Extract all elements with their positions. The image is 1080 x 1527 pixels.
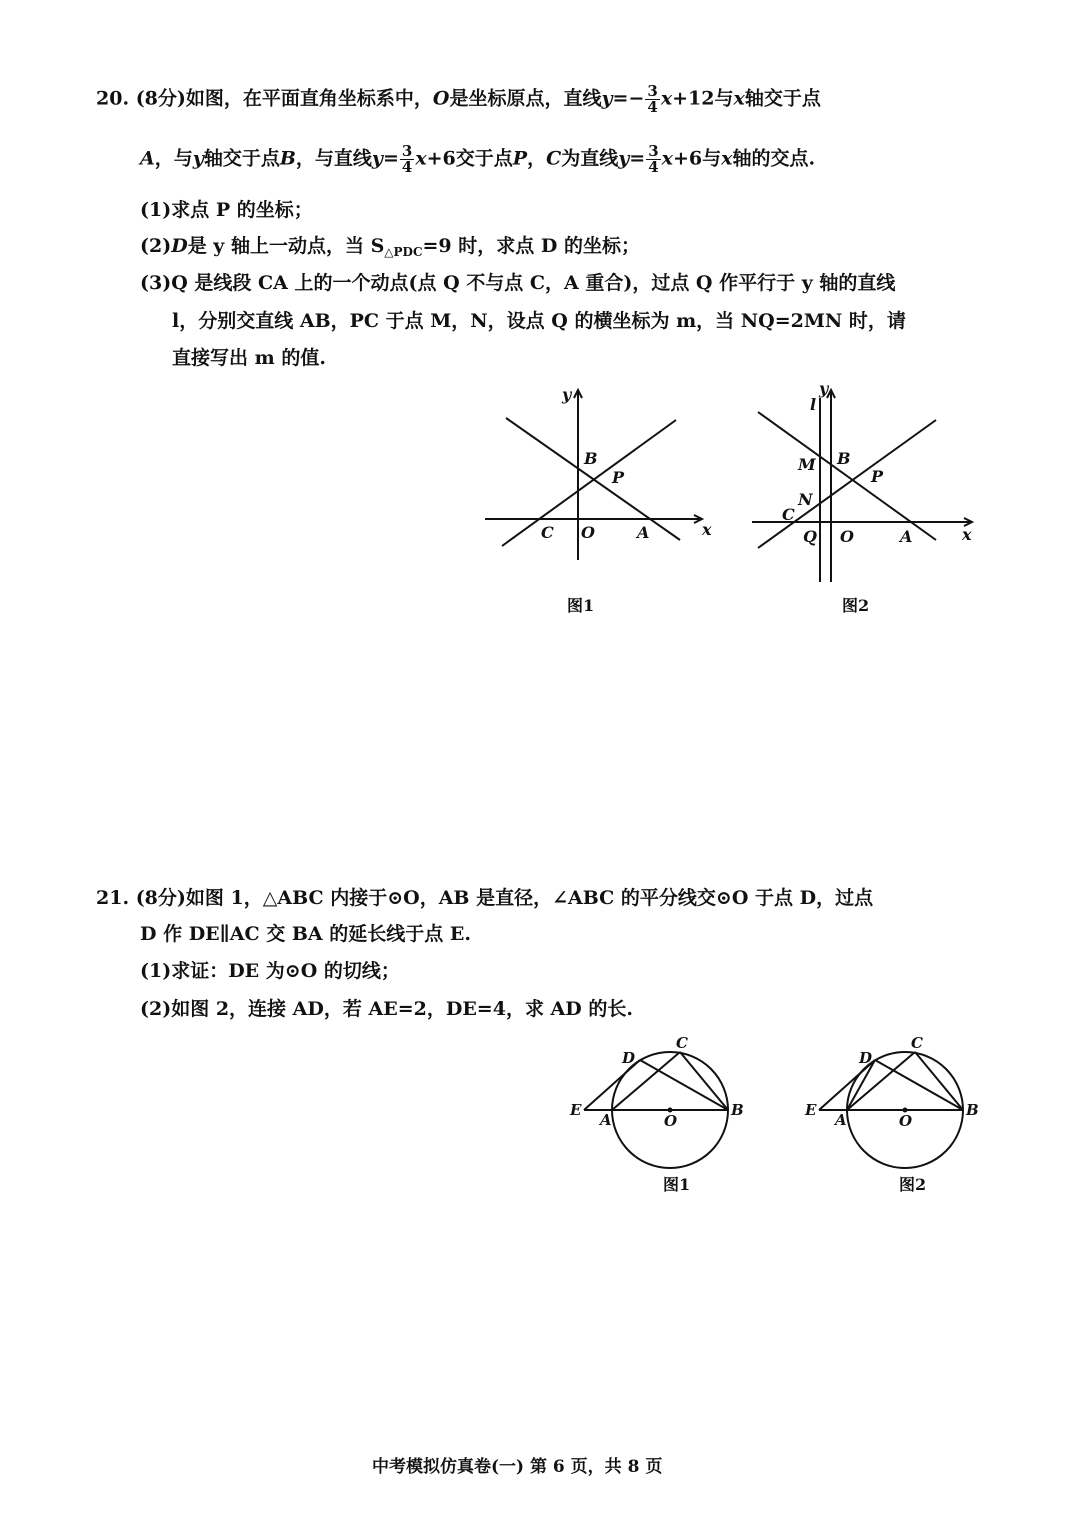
label-x: x — [702, 520, 712, 539]
var-x: x — [660, 87, 673, 110]
q20-figure-1 — [480, 380, 720, 570]
q21-sub1: (1)求证：DE 为⊙O 的切线； — [140, 960, 400, 982]
label-P: P — [612, 468, 625, 487]
label-A: A — [600, 1111, 612, 1129]
fraction — [646, 144, 660, 175]
var-P: P — [512, 147, 528, 170]
frac-den: 4 — [647, 98, 658, 116]
var-y: y — [601, 87, 613, 110]
label-O: O — [664, 1112, 678, 1130]
frac-num: 3 — [648, 142, 659, 160]
q20-text: 交于点 — [455, 147, 513, 170]
label-B: B — [966, 1101, 979, 1119]
label-B: B — [837, 449, 851, 468]
label-E: E — [805, 1101, 817, 1119]
q20-number: 20. — [96, 87, 130, 110]
q20-sub3-line2: l，分别交直线 AB，PC 于点 M，N，设点 Q 的横坐标为 m，当 NQ=2MN 时，请 — [172, 310, 906, 332]
label-P: P — [871, 467, 884, 486]
var-D: D — [171, 235, 188, 257]
label-l: l — [810, 395, 817, 414]
frac-num: 3 — [647, 82, 658, 100]
label-B: B — [584, 449, 598, 468]
q20-text: 为直线 — [561, 147, 619, 170]
q21-figure-1 — [560, 1030, 760, 1180]
q20-text: = — [629, 147, 646, 170]
q20-text: 是 y 轴上一动点，当 S — [187, 235, 385, 257]
q21-line2: D 作 DE∥AC 交 BA 的延长线于点 E. — [140, 923, 471, 945]
q21-figure-2-caption: 图2 — [899, 1175, 927, 1194]
fraction — [645, 84, 659, 115]
q20-text: = — [382, 147, 399, 170]
segment-AD — [847, 1060, 875, 1110]
q20-text: 与 — [714, 87, 734, 110]
label-C: C — [676, 1034, 688, 1052]
q21-figure-2 — [795, 1030, 995, 1180]
q21-line1 — [96, 886, 873, 910]
frac-den: 4 — [648, 158, 659, 176]
var-x: x — [733, 87, 745, 110]
var-y: y — [192, 147, 204, 170]
label-y: y — [562, 385, 572, 404]
q20-line2 — [140, 144, 815, 175]
label-A: A — [900, 527, 913, 546]
label-Q: Q — [803, 527, 817, 546]
q21-sub2: (2)如图 2，连接 AD，若 AE=2，DE=4，求 AD 的长. — [140, 998, 634, 1020]
label-O: O — [581, 523, 595, 542]
segment-DB — [875, 1060, 963, 1110]
q20-sub3-line1: (3)Q 是线段 CA 上的一个动点(点 Q 不与点 C，A 重合)，过点 Q 作平行于 y 轴的直线 — [140, 272, 896, 294]
q20-text: ，与直线 — [295, 147, 372, 170]
var-y: y — [371, 147, 383, 170]
var-C: C — [546, 147, 562, 170]
var-A: A — [140, 147, 155, 170]
label-N: N — [798, 490, 813, 509]
segment-DB — [640, 1060, 728, 1110]
segment-AC — [847, 1052, 915, 1110]
q20-sub2 — [140, 234, 640, 264]
q20-text: (2) — [140, 235, 172, 257]
q21-number: 21. — [96, 887, 130, 909]
label-C: C — [541, 523, 554, 542]
q20-sub3-line3: 直接写出 m 的值. — [172, 347, 326, 369]
page-footer: 中考模拟仿真卷(一) 第 6 页，共 8 页 — [372, 1457, 663, 1477]
q20-line1 — [96, 84, 821, 115]
label-O: O — [840, 527, 854, 546]
label-E: E — [570, 1101, 582, 1119]
q21-text: (8分)如图 1，△ABC 内接于⊙O，AB 是直径，∠ABC 的平分线交⊙O 于点 D，过点 — [135, 887, 874, 909]
q20-text: =− — [612, 87, 645, 110]
var-x: x — [661, 147, 673, 170]
frac-den: 4 — [401, 158, 413, 176]
q20-score: (8分) — [135, 87, 186, 110]
q20-text: =9 时，求点 D 的坐标； — [422, 235, 640, 257]
q20-text: 如图，在平面直角坐标系中， — [185, 87, 433, 110]
label-x: x — [962, 525, 972, 544]
label-B: B — [731, 1101, 744, 1119]
var-x: x — [415, 147, 427, 170]
var-O: O — [432, 87, 450, 110]
q20-sub1: (1)求点 P 的坐标； — [140, 199, 313, 221]
q20-text: ， — [527, 147, 547, 170]
q20-text: ，与 — [154, 147, 193, 170]
label-y: y — [819, 379, 829, 398]
q20-figure-1-caption: 图1 — [567, 596, 595, 615]
var-B: B — [279, 147, 296, 170]
q20-text: 与 — [702, 147, 722, 170]
label-D: D — [622, 1049, 636, 1067]
label-M: M — [798, 455, 816, 474]
fraction — [400, 144, 414, 175]
q20-figure-2-caption: 图2 — [842, 596, 870, 615]
label-O: O — [899, 1112, 913, 1130]
label-C: C — [782, 505, 795, 524]
q20-text: 轴的交点. — [732, 147, 816, 170]
q20-text: 轴交于点 — [744, 87, 821, 110]
label-A: A — [835, 1111, 847, 1129]
var-y: y — [618, 147, 630, 170]
q21-figure-1-caption: 图1 — [663, 1175, 691, 1194]
q20-text: +6 — [426, 147, 456, 170]
q20-text: +6 — [672, 147, 703, 170]
var-x: x — [721, 147, 733, 170]
label-A: A — [637, 523, 650, 542]
frac-num: 3 — [401, 142, 413, 160]
q20-figure-2 — [750, 380, 990, 590]
label-C: C — [911, 1034, 923, 1052]
q20-text: 轴交于点 — [203, 147, 280, 170]
label-D: D — [859, 1049, 873, 1067]
subscript: △PDC — [384, 245, 423, 259]
q20-text: +12 — [672, 87, 715, 110]
q20-text: 是坐标原点，直线 — [449, 87, 602, 110]
